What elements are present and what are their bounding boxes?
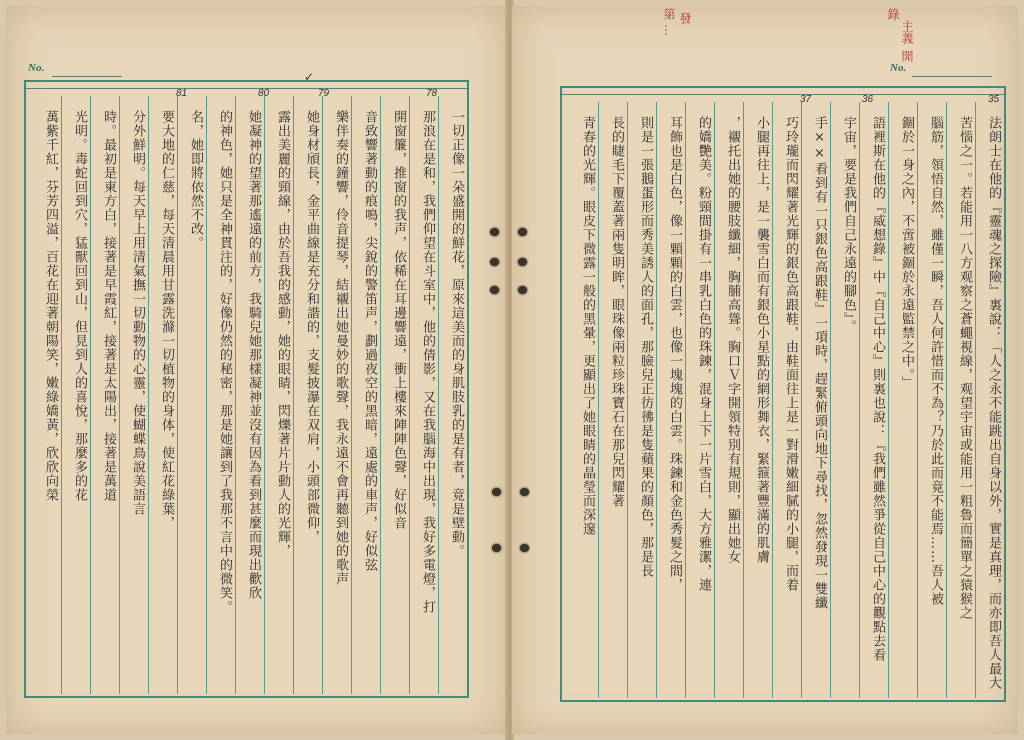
manuscript-column: 耳飾也是白色，像一顆顆的白雲，也像一塊塊的白雲。珠鍊和金色秀髮之間，	[656, 102, 685, 698]
right-col-number: 36	[862, 94, 874, 105]
left-col-number: 80	[258, 88, 270, 99]
right-ruled-area	[560, 86, 1006, 702]
binding-hole	[492, 488, 501, 496]
no-line-right	[912, 76, 992, 77]
binding-hole	[520, 544, 529, 552]
manuscript-column: 手××看到有一只銀色高跟鞋』一項時，趕緊俯頭向地下尋找，忽然發現一雙纖	[801, 102, 830, 698]
red-stamp: 發	[678, 12, 692, 24]
manuscript-column: 語裡斯在他的『威想錄』中『自己中心』則裏也說：『我們雖然爭從自己中心的觀點去看	[859, 102, 888, 698]
manuscript-column: 腦筋，領悟自然，雖僅一瞬，吾人何許惜而不為？乃於此而竟不能焉……吾人被	[917, 102, 946, 698]
manuscript-column: 的嬌艷美。粉頸間掛有一串乳白色的珠鍊，混身上下一片雪白，大方雅潔，連	[685, 102, 714, 698]
binding-hole	[492, 544, 501, 552]
binding-hole	[518, 228, 527, 236]
left-col-number: 79	[318, 88, 330, 99]
manuscript-column: 開窗簾，推窗的我声，依稀在耳邊響遠，衝上樓來陣陣色聲，好似音	[380, 96, 409, 694]
manuscript-column: 宇宙，要是我們自己永遠的腳色』。	[830, 102, 859, 698]
manuscript-column: 名，她即將依然不改。	[177, 96, 206, 694]
manuscript-column: 法朗士在他的『靈魂之探險』裏說：「人之永不能跳出自身以外，實是真理，而亦即吾人最大	[975, 102, 1004, 698]
red-stamp: 錄	[886, 8, 900, 20]
manuscript-column: 一切正像一朵盛開的鮮花，原來這美而的身肌肢乳的是有者，竟是壁動。	[438, 96, 467, 694]
left-ruled-area	[24, 80, 469, 698]
manuscript-column: 苦惱之一。若能用一八方观察之蒼蠅視線，观望宇宙或能用一粗魯而簡單之猿猴之	[946, 102, 975, 698]
left-page	[6, 6, 506, 734]
red-stamp: 第 …	[662, 8, 676, 36]
no-label-right: No.	[890, 62, 907, 74]
binding-hole	[518, 258, 527, 266]
manuscript-column: 錮於一身之內，不啻被錮於永遠監禁之中。」	[888, 102, 917, 698]
manuscript-column: 樂伴奏的鐘響，伶音提琴，結襯出她曼妙的歌聲，我永遠不會再聽到她的歌声	[322, 96, 351, 694]
binding-hole	[518, 286, 527, 294]
manuscript-column: 則是一張鵝蛋形而秀美誘人的面孔，那臉兒正彷彿是隻蘋果的顏色，那是長	[627, 102, 656, 698]
manuscript-column: 她凝神的望著那遙遠的前方，我騎兒她那樣凝神並沒有因為看到甚麼而現出歡欣	[235, 96, 264, 694]
binding-hole	[490, 286, 499, 294]
binding-hole	[490, 228, 499, 236]
manuscript-column: 小腿再往上，是一襲雪白而有銀色小星點的網形舞衣，緊箍著豐滿的肌膚	[743, 102, 772, 698]
manuscript-column: ，襯托出她的腰肢纖細，胸脯高聳。胸口Ｖ字開領特別有規則，顯出她女	[714, 102, 743, 698]
manuscript-column: 音致響著動的痕鳴，尖銳的警笛声，劃過夜空的黑暗，遠處的車声，好似弦	[351, 96, 380, 694]
check-mark-icon: ✓	[304, 70, 315, 84]
manuscript-column: 那浪在是和，我們仰望在斗室中，他的倩影，又在我腦海中出現，我好多電燈，打	[409, 96, 438, 694]
no-label-left: No.	[28, 62, 45, 74]
binding-hole	[490, 258, 499, 266]
left-col-number: 81	[176, 88, 188, 99]
right-col-number: 35	[988, 94, 1000, 105]
red-stamp: 主義	[900, 20, 914, 44]
manuscript-column: 萬紫千紅，芬芳四溢，百花在迎著朝陽笑，嫩綠嬌黃，欣欣向榮	[43, 110, 58, 502]
red-stamp: 開	[900, 50, 914, 62]
no-line-left	[52, 76, 122, 77]
manuscript-column: 巧玲瓏而閃耀著光輝的銀色高跟鞋，由鞋面往上是一對滑嫩細膩的小腿，而着	[772, 102, 801, 698]
manuscript-column: 光明。毒蛇回到穴，猛獸回到山，但見到人的喜悅，那麼多的花	[61, 96, 90, 694]
manuscript-column: 她身材頎長，金平曲線是充分和諧的，支髮披瀑在双肩，小頭部微仰，	[293, 96, 322, 694]
manuscript-column: 露出美麗的頸線，由於吾我的感動，她的眼睛，閃爍著片片動人的光輝，	[264, 96, 293, 694]
manuscript-column: 分外鮮明。每天早上用清氣撫一切動物的心靈，使蝴蝶鳥說美語言	[119, 96, 148, 694]
left-col-number: 78	[426, 88, 438, 99]
manuscript-column: 要大地的仁慈，每天清晨用甘露洗滌一切植物的身体，使紅花綠葉，	[148, 96, 177, 694]
right-header-rule	[562, 94, 1004, 95]
binding-hole	[520, 488, 529, 496]
manuscript-column: 時。最初是東方白，接著是早霞紅，接著是太陽出，接著是萬道	[90, 96, 119, 694]
manuscript-column: 長的睫毛下覆蓋著兩隻明眸，眼珠像兩粒珍珠寶石在那兒閃耀著	[598, 102, 627, 698]
manuscript-column: 青春的光輝。眼皮下微露一般的黑暈，更顯出了她眼睛的晶瑩而深邃	[580, 116, 595, 536]
left-header-rule	[26, 88, 467, 89]
manuscript-column: 的神色，她只是全神貫注的，好像仍然的秘密，那是她讓到了我那不言中的微笑。	[206, 96, 235, 694]
right-page	[512, 6, 1018, 734]
right-col-number: 37	[800, 94, 812, 105]
